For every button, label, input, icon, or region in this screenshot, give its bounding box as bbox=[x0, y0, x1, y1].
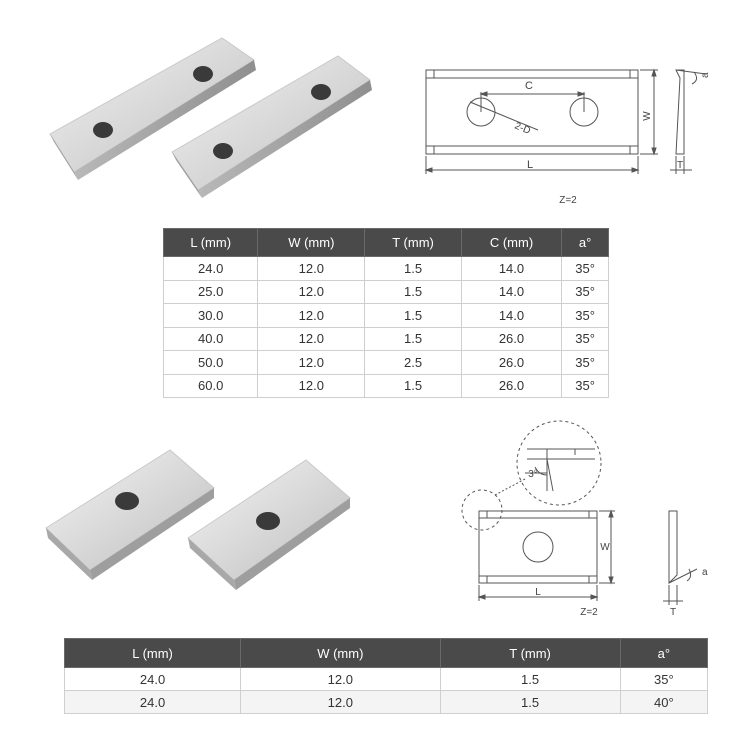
z-label: Z=2 bbox=[559, 195, 577, 206]
dim-t-label: T bbox=[676, 160, 684, 171]
dim-a-label: a bbox=[700, 72, 711, 78]
cell: 12.0 bbox=[258, 351, 365, 375]
cell: 40.0 bbox=[164, 327, 258, 351]
cell: 12.0 bbox=[258, 374, 365, 398]
mount-hole bbox=[193, 66, 213, 82]
header-t: T (mm) bbox=[365, 229, 462, 257]
cell: 14.0 bbox=[461, 257, 561, 281]
cell: 1.5 bbox=[365, 374, 462, 398]
cell: 1.5 bbox=[365, 280, 462, 304]
cell: 26.0 bbox=[461, 351, 561, 375]
header-l: L (mm) bbox=[65, 639, 241, 668]
center-hole bbox=[523, 532, 553, 562]
table-header-row bbox=[164, 229, 609, 257]
cell: 35° bbox=[620, 668, 707, 691]
cell: 35° bbox=[562, 327, 609, 351]
cell: 40° bbox=[620, 691, 707, 714]
cell: 60.0 bbox=[164, 374, 258, 398]
top-technical-drawing bbox=[418, 58, 728, 208]
mount-hole bbox=[213, 143, 233, 159]
header-w: W (mm) bbox=[241, 639, 440, 668]
table-row bbox=[164, 351, 609, 375]
cell: 24.0 bbox=[65, 668, 241, 691]
cell: 12.0 bbox=[258, 327, 365, 351]
header-c: C (mm) bbox=[461, 229, 561, 257]
reference-circle bbox=[462, 490, 502, 530]
cell: 50.0 bbox=[164, 351, 258, 375]
cell: 35° bbox=[562, 351, 609, 375]
top-product-photo bbox=[40, 30, 380, 210]
top-spec-table bbox=[163, 228, 609, 398]
table-row bbox=[164, 257, 609, 281]
cell: 1.5 bbox=[365, 304, 462, 328]
cell: 24.0 bbox=[164, 257, 258, 281]
table-row bbox=[164, 304, 609, 328]
header-w: W (mm) bbox=[258, 229, 365, 257]
dim-l-label: L bbox=[526, 159, 534, 171]
table-row bbox=[65, 691, 708, 714]
table-row bbox=[164, 327, 609, 351]
side-profile bbox=[669, 511, 677, 583]
cell: 12.0 bbox=[258, 304, 365, 328]
dim-a-label: a bbox=[702, 567, 708, 578]
cell: 35° bbox=[562, 304, 609, 328]
cell: 12.0 bbox=[241, 691, 440, 714]
header-a: a° bbox=[562, 229, 609, 257]
dim-l-label: L bbox=[535, 587, 541, 598]
bottom-blade-left bbox=[46, 450, 214, 580]
mount-hole bbox=[115, 492, 139, 510]
cell: 26.0 bbox=[461, 374, 561, 398]
cell: 14.0 bbox=[461, 304, 561, 328]
cell: 1.5 bbox=[440, 668, 620, 691]
bottom-spec-table bbox=[64, 638, 708, 714]
blade-outline bbox=[479, 511, 597, 583]
z-label: Z=2 bbox=[580, 607, 598, 618]
dim-d-label: 2-D bbox=[512, 120, 532, 137]
table-row bbox=[164, 280, 609, 304]
mount-hole bbox=[93, 122, 113, 138]
cell: 1.5 bbox=[365, 327, 462, 351]
dim-w-label: W bbox=[600, 542, 610, 553]
mount-hole bbox=[311, 84, 331, 100]
cell: 35° bbox=[562, 280, 609, 304]
detail-circle bbox=[517, 421, 601, 505]
dim-w-label: W bbox=[642, 111, 653, 121]
cell: 14.0 bbox=[461, 280, 561, 304]
header-l: L (mm) bbox=[164, 229, 258, 257]
cell: 25.0 bbox=[164, 280, 258, 304]
cell: 1.5 bbox=[440, 691, 620, 714]
header-a: a° bbox=[620, 639, 707, 668]
cell: 2.5 bbox=[365, 351, 462, 375]
side-profile bbox=[676, 70, 684, 154]
cell: 24.0 bbox=[65, 691, 241, 714]
table-row bbox=[65, 668, 708, 691]
bottom-technical-drawing bbox=[455, 415, 730, 620]
table-header-row bbox=[65, 639, 708, 668]
bottom-product-photo bbox=[38, 440, 368, 600]
table-row bbox=[164, 374, 609, 398]
cell: 26.0 bbox=[461, 327, 561, 351]
angle-label: 3° bbox=[528, 469, 538, 480]
header-t: T (mm) bbox=[440, 639, 620, 668]
cell: 35° bbox=[562, 374, 609, 398]
cell: 12.0 bbox=[241, 668, 440, 691]
dim-t-label: T bbox=[669, 607, 677, 618]
bottom-blade-right bbox=[188, 460, 350, 590]
cell: 35° bbox=[562, 257, 609, 281]
cell: 30.0 bbox=[164, 304, 258, 328]
cell: 12.0 bbox=[258, 280, 365, 304]
cell: 1.5 bbox=[365, 257, 462, 281]
mount-hole bbox=[256, 512, 280, 530]
cell: 12.0 bbox=[258, 257, 365, 281]
dim-c-label: C bbox=[525, 80, 533, 92]
